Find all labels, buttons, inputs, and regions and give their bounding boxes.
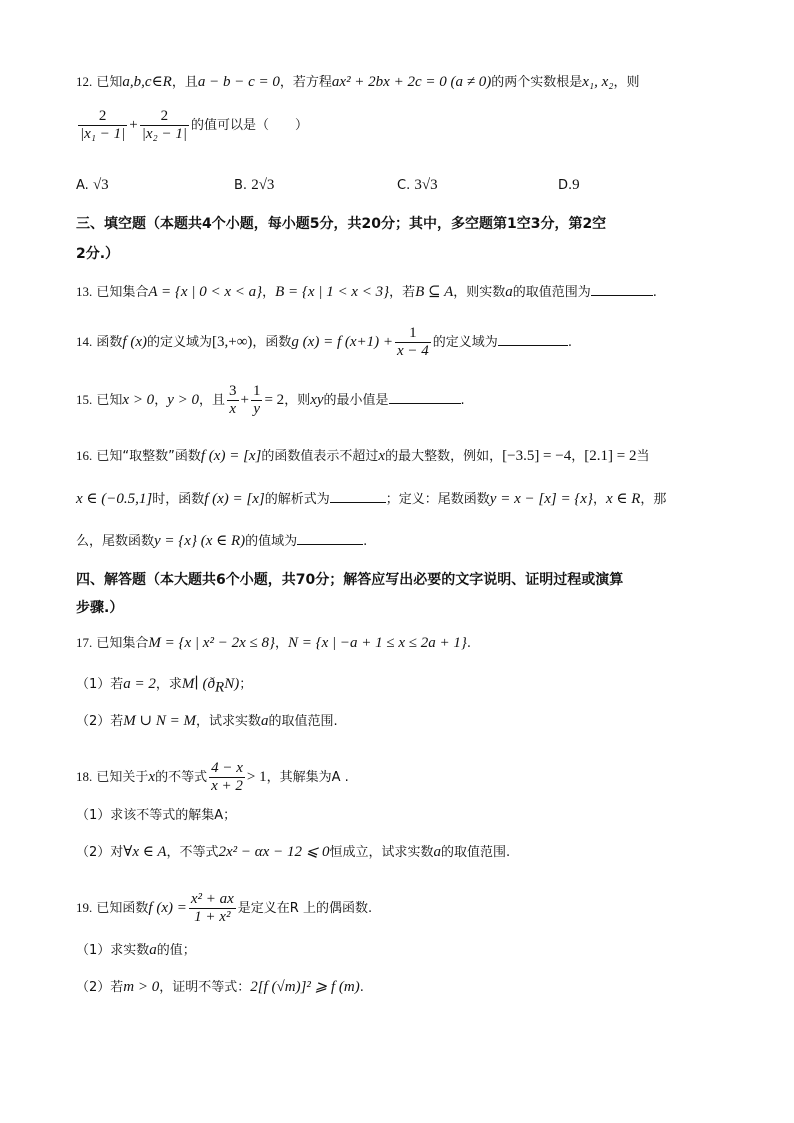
section-3-heading: 三、填空题（本题共4个小题，每小题5分，共20分；其中，多空题第1空3分，第2空 <box>76 216 607 232</box>
question-17: 17. 已知集合M = {x | x² − 2x ≤ 8}，N = {x | −a + 1 ≤ x ≤ 2a + 1}. <box>76 635 472 651</box>
fraction: $\frac{1}{x - 4}$ <box>397 325 429 359</box>
question-number: 12. <box>76 74 93 89</box>
section-4-heading-cont: 步骤.） <box>76 600 124 616</box>
question-15: 15. 已知x > 0，y > 0，且 $\frac{3}{x}$ + $\frac{1}{y}$ = 2，则xy的最小值是 . <box>76 383 465 417</box>
fraction: $\frac{2}{\text{|x₂ − 1|}}$ <box>141 108 187 142</box>
answer-blank[interactable] <box>591 281 653 296</box>
answer-blank[interactable] <box>297 530 363 545</box>
question-19-part-2: （2）若m > 0，证明不等式：2[f (√m)]² ⩾ f (m). <box>76 979 364 995</box>
option-c[interactable]: C. 3√3 <box>397 177 438 193</box>
math: x₁, x₂ <box>582 74 614 90</box>
text: ，若方程 <box>279 75 332 90</box>
question-18-part-2: （2）对∀x ∈ A，不等式2x² − αx − 12 ⩽ 0恒成立，试求实数a的取值范围. <box>76 844 511 860</box>
fraction: $\frac{3}{x}$ <box>229 383 237 417</box>
fraction: $\frac{4 - x}{x + 2}$ <box>211 760 243 794</box>
fraction: $\frac{1}{y}$ <box>252 383 261 417</box>
math: a − b − c = 0 <box>197 74 280 90</box>
text: 已知 <box>96 75 123 90</box>
question-16-line-1: 16. 已知“取整数”函数f (x) = [x]的函数值表示不超过x的最大整数，例如，[−3.5] = −4，[2.1] = 2当 <box>76 448 650 464</box>
answer-blank[interactable] <box>389 389 461 404</box>
fraction: $\frac{\text{x² + ax}}{\text{1 + x²}}$ <box>190 891 234 925</box>
answer-blank[interactable] <box>330 488 386 503</box>
question-17-part-2: （2）若M ∪ N = M，试求实数a的取值范围. <box>76 713 338 729</box>
plus-sign: + <box>129 117 138 133</box>
question-19: 19. 已知函数f (x) = $\frac{\text{x² + ax}}{\text{1 + x²}}$ 是定义在R 上的偶函数. <box>76 891 373 925</box>
math: a,b,c∈R <box>122 74 172 90</box>
text: 的值可以是（ ） <box>190 118 308 133</box>
question-18-part-1: （1）求该不等式的解集A； <box>76 808 237 823</box>
option-d[interactable]: D.9 <box>558 177 580 193</box>
question-13: 13. 已知集合A = {x | 0 < x < a}，B = {x | 1 < x < 3}，若B ⊆ A，则实数a的取值范围为 . <box>76 281 657 303</box>
question-17-part-1: （1）若a = 2，求M∣ $(ð_RN)$； <box>76 676 253 696</box>
section-3-heading-cont: 2分.） <box>76 246 120 262</box>
question-19-part-1: （1）求实数a的值； <box>76 942 196 958</box>
option-a[interactable]: A. √3 <box>76 177 109 193</box>
question-16-line-2: x ∈ (−0.5,1]时，函数f (x) = [x]的解析式为 ；定义：尾数函数y = x − [x] = {x}，x ∈ R，那 <box>76 488 666 510</box>
fraction: $\frac{2}{\text{|x₁ − 1|}}$ <box>80 108 126 142</box>
question-16-line-3: 么，尾数函数y = {x} (x ∈ R)的值域为 . <box>76 530 367 552</box>
text: ，则 <box>613 75 640 90</box>
text: ，且 <box>171 75 198 90</box>
option-b[interactable]: B. 2√3 <box>234 177 275 193</box>
question-12-line-2 <box>76 108 308 143</box>
answer-blank[interactable] <box>498 331 568 346</box>
question-12-line-1 <box>76 72 640 93</box>
math: ax² + 2bx + 2c = 0 (a ≠ 0) <box>331 74 492 90</box>
question-18: 18. 已知关于x的不等式 $\frac{4 - x}{x + 2}$ > 1，其解集为A . <box>76 760 349 794</box>
text: 的两个实数根是 <box>491 75 583 90</box>
question-14: 14. 函数f (x)的定义域为[3,+∞)，函数g (x) = f (x+1) + $\frac{1}{x - 4}$ 的定义域为 . <box>76 325 572 359</box>
section-4-heading: 四、解答题（本大题共6个小题，共70分；解答应写出必要的文字说明、证明过程或演算 <box>76 572 624 588</box>
